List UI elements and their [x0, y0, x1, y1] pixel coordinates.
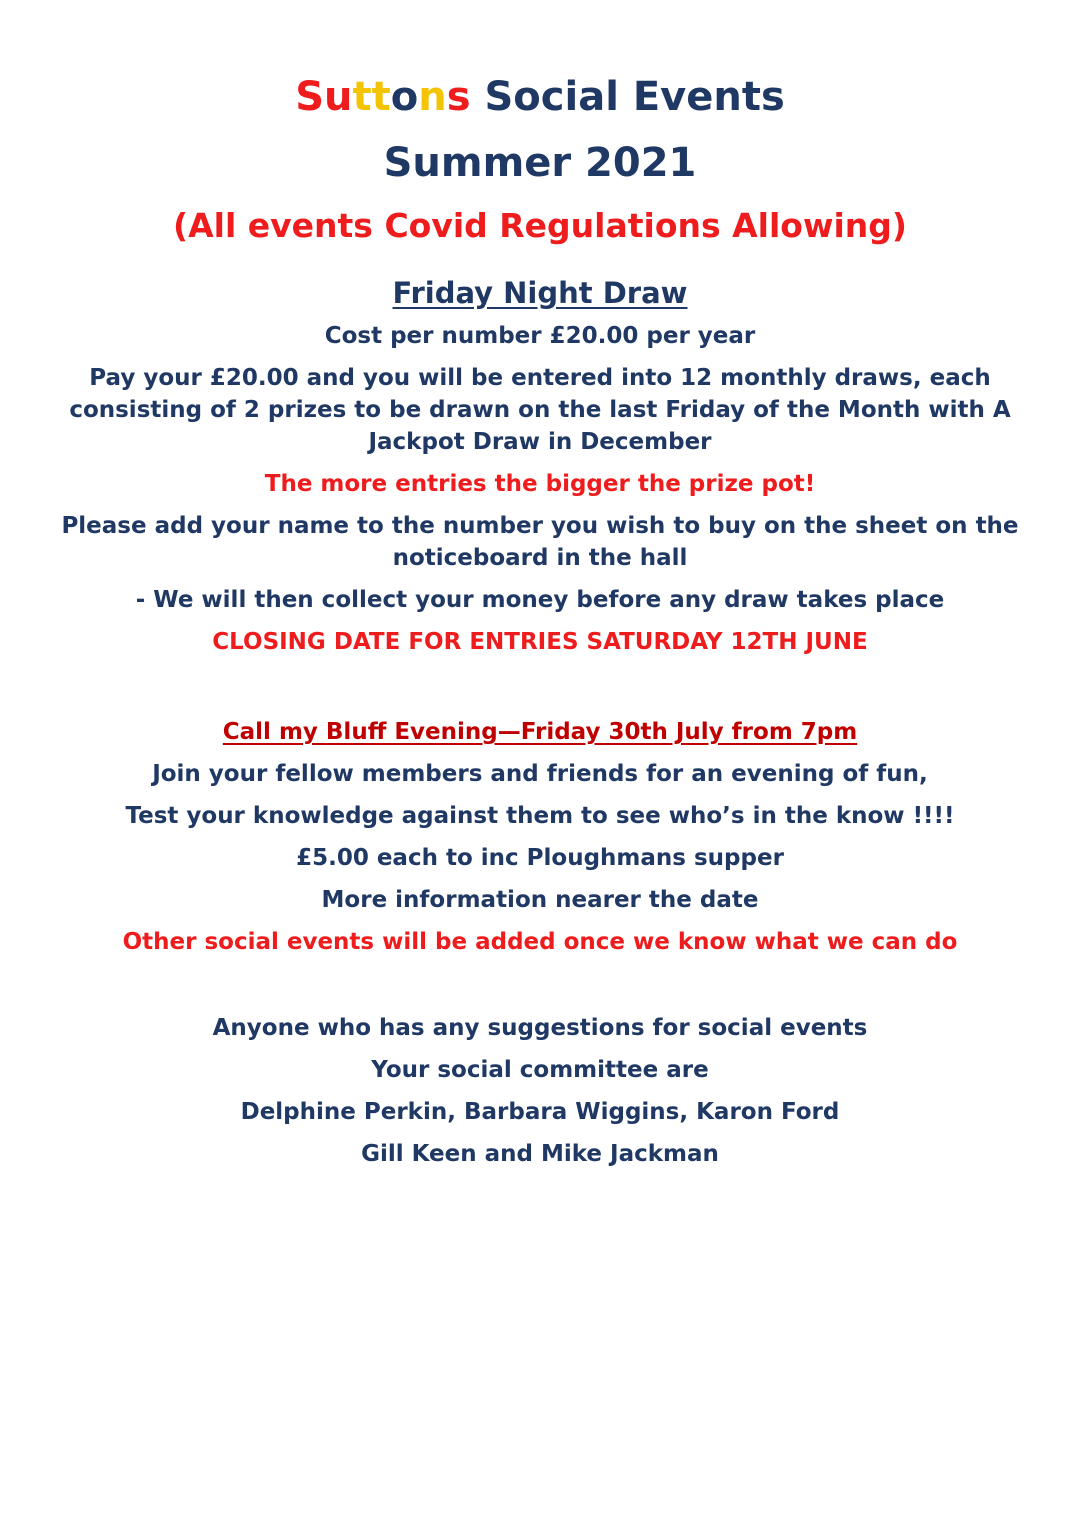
friday-draw-heading: Friday Night Draw [392, 276, 688, 310]
bluff-price: £5.00 each to inc Ploughmans supper [296, 845, 784, 871]
bluff-evening-heading: Call my Bluff Evening—Friday 30th July from 7pm [222, 719, 858, 745]
draw-prize-note: The more entries the bigger the prize pot! [264, 471, 816, 497]
draw-collection: - We will then collect your money before any draw takes place [135, 587, 945, 613]
covid-note: (All events Covid Regulations Allowing) [173, 206, 907, 245]
brand-letter: S [295, 74, 325, 120]
draw-description: Pay your £20.00 and you will be entered into 12 monthly draws, each consisting of 2 prizes to be drawn on the last Friday of the Month with A Jackpot Draw in December [69, 365, 1011, 455]
brand-letter: o [390, 74, 419, 120]
page-subtitle: Summer 2021 [383, 140, 697, 186]
draw-cost: Cost per number £20.00 per year [324, 323, 756, 349]
other-events-note: Other social events will be added once we know what we can do [122, 929, 958, 955]
draw-instructions: Please add your name to the number you wish to buy on the sheet on the noticeboard in the hall [61, 513, 1019, 571]
brand-letter: t [371, 74, 391, 120]
draw-closing-date: CLOSING DATE FOR ENTRIES SATURDAY 12TH JUNE [212, 629, 868, 655]
title-rest: Social Events [470, 74, 785, 120]
bluff-info: More information nearer the date [321, 887, 759, 913]
brand-letter: t [352, 74, 372, 120]
bluff-line-1: Join your fellow members and friends for an evening of fun, [152, 761, 928, 787]
committee-names-1: Delphine Perkin, Barbara Wiggins, Karon Ford [240, 1099, 840, 1125]
committee-line-2: Your social committee are [371, 1057, 709, 1083]
page-title [0, 70, 1080, 124]
brand-name [295, 74, 470, 120]
committee-line-1: Anyone who has any suggestions for social events [212, 1015, 868, 1041]
bluff-line-2: Test your knowledge against them to see who’s in the know !!!! [125, 803, 955, 829]
brand-letter: n [418, 74, 447, 120]
brand-letter: u [324, 74, 353, 120]
brand-letter: s [446, 74, 471, 120]
committee-names-2: Gill Keen and Mike Jackman [361, 1141, 719, 1167]
